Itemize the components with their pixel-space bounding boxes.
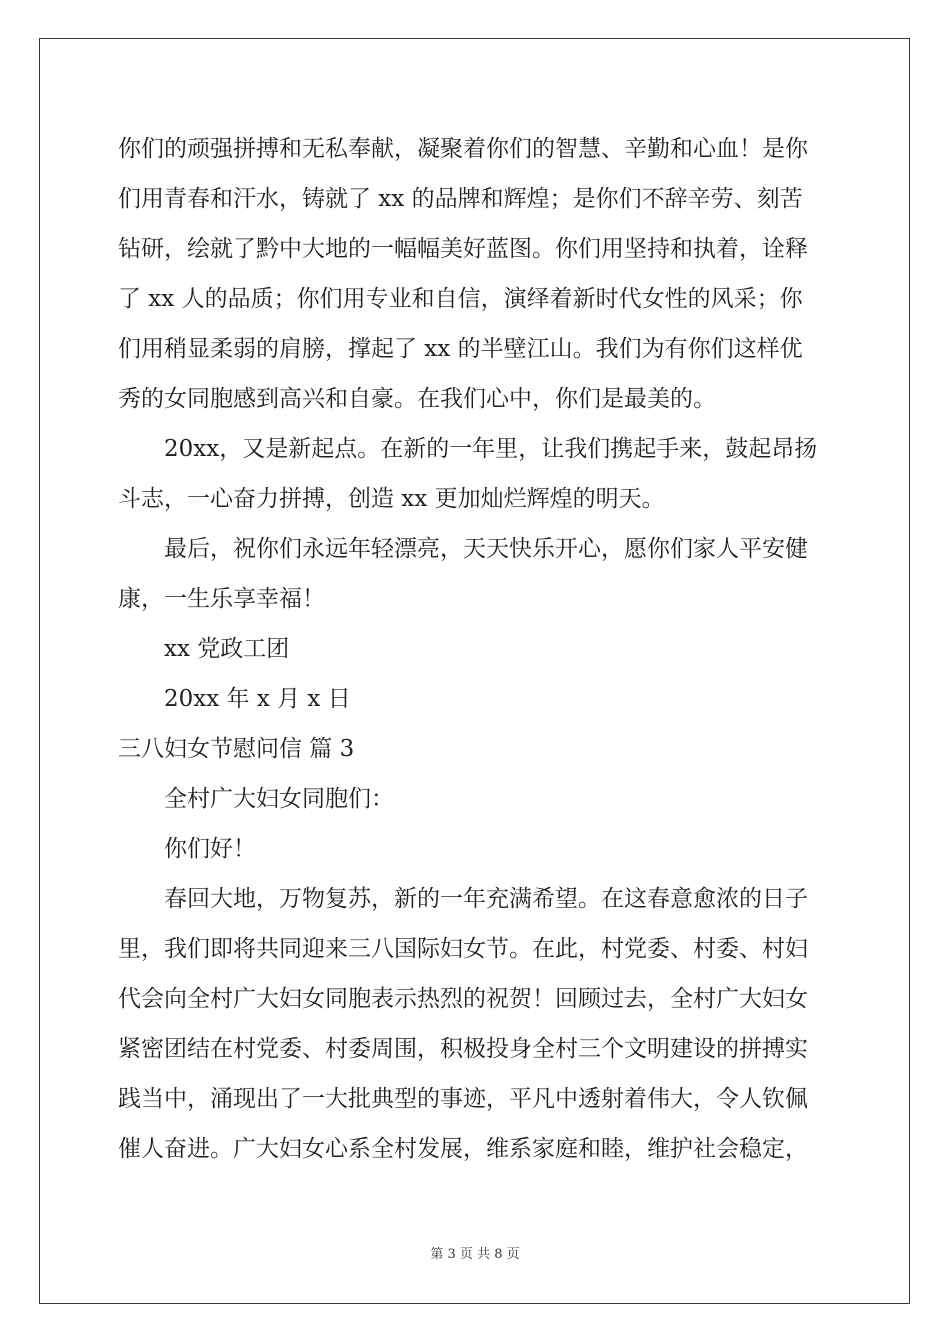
text-line: 秀的女同胞感到高兴和自豪。在我们心中，你们是最美的。	[118, 386, 716, 412]
date-line: 20xx 年 x 月 x 日	[164, 686, 351, 712]
salutation: 全村广大妇女同胞们：	[164, 786, 394, 812]
text-line: 们用稍显柔弱的肩膀，撑起了 xx 的半壁江山。我们为有你们这样优	[118, 336, 803, 362]
text-line: 你们的顽强拼搏和无私奉献，凝聚着你们的智慧、辛勤和心血！是你	[118, 136, 808, 162]
section-heading: 三八妇女节慰问信 篇 3	[118, 736, 355, 762]
text-line: 了 xx 人的品质；你们用专业和自信，演绎着新时代女性的风采；你	[118, 286, 803, 312]
text-line: 践当中，涌现出了一大批典型的事迹，平凡中透射着伟大，令人钦佩	[118, 1086, 808, 1112]
page-number-footer: 第 3 页 共 8 页	[430, 1247, 520, 1262]
signature-line: xx 党政工团	[164, 636, 290, 662]
text-line: 春回大地，万物复苏，新的一年充满希望。在这春意愈浓的日子	[164, 886, 808, 912]
text-line: 们用青春和汗水，铸就了 xx 的品牌和辉煌；是你们不辞辛劳、刻苦	[118, 186, 803, 212]
text-line: 最后，祝你们永远年轻漂亮，天天快乐开心，愿你们家人平安健	[164, 536, 808, 562]
text-line: 里，我们即将共同迎来三八国际妇女节。在此，村党委、村委、村妇	[118, 936, 808, 962]
text-line: 20xx，又是新起点。在新的一年里，让我们携起手来，鼓起昂扬	[164, 436, 818, 462]
text-line: 紧密团结在村党委、村委周围，积极投身全村三个文明建设的拼搏实	[118, 1036, 808, 1062]
text-line: 代会向全村广大妇女同胞表示热烈的祝贺！回顾过去，全村广大妇女	[118, 986, 808, 1012]
text-line: 康，一生乐享幸福！	[118, 586, 325, 612]
page-border	[39, 38, 910, 1304]
greeting: 你们好！	[164, 836, 256, 862]
text-line: 催人奋进。广大妇女心系全村发展，维系家庭和睦，维护社会稳定，	[118, 1136, 808, 1162]
text-line: 钻研，绘就了黔中大地的一幅幅美好蓝图。你们用坚持和执着，诠释	[118, 236, 808, 262]
text-line: 斗志，一心奋力拼搏，创造 xx 更加灿烂辉煌的明天。	[118, 486, 665, 512]
